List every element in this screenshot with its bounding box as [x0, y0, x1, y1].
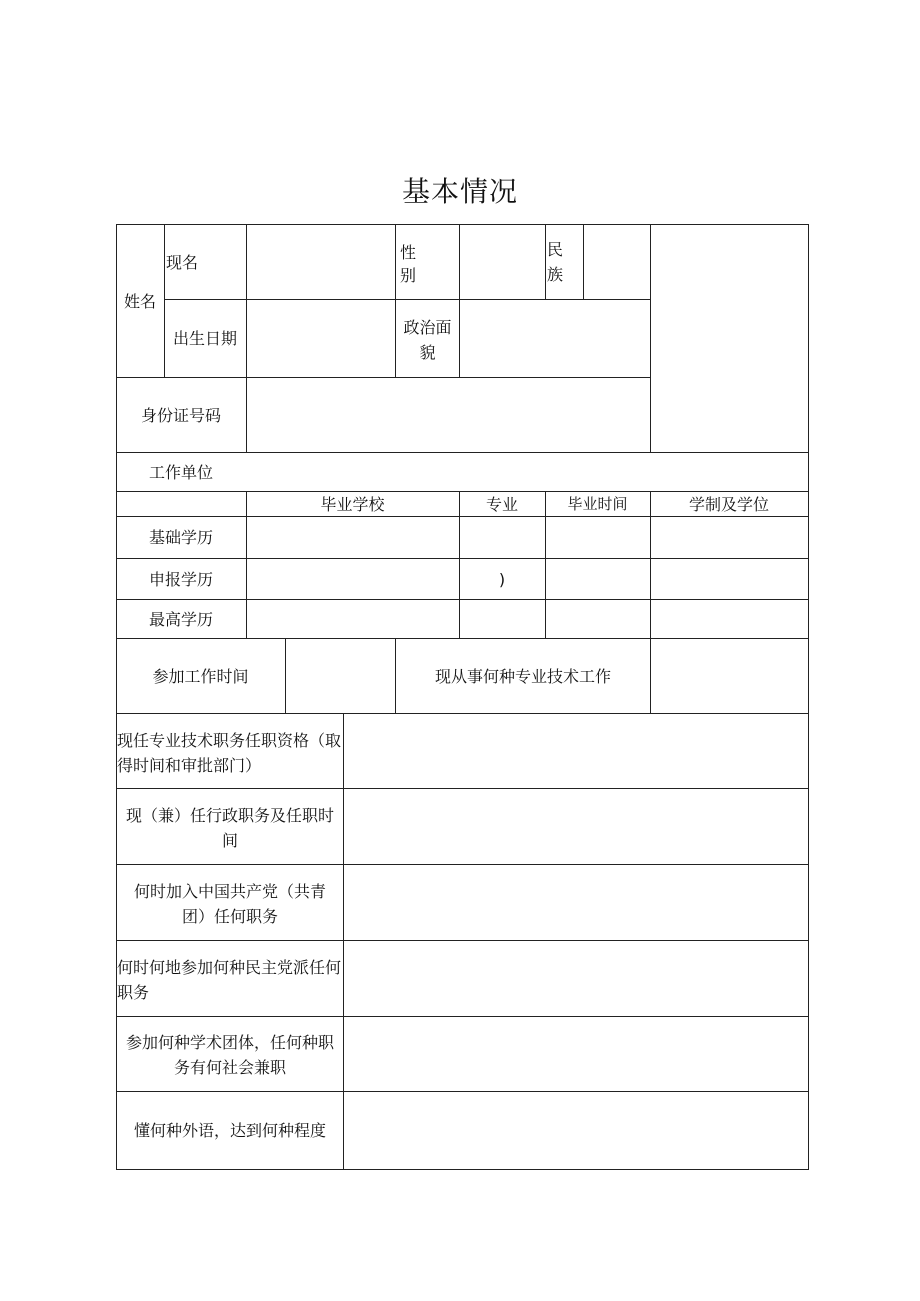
header-school: 毕业学校 — [320, 494, 385, 514]
label-administrative-position: 现（兼）任行政职务及任职时间 — [125, 806, 334, 850]
row-applied-education: 申报学历 — [148, 569, 213, 589]
label-work-unit: 工作单位 — [148, 462, 213, 482]
label-party-membership: 何时加入中国共产党（共青团）任何职务 — [133, 882, 326, 926]
field-professional-work[interactable] — [651, 639, 808, 713]
label-id-number: 身份证号码 — [140, 405, 221, 425]
header-grad-time: 毕业时间 — [567, 494, 628, 513]
field-birth-date[interactable] — [247, 300, 395, 377]
label-professional-qualification: 现任专业技术职务任职资格（取得时间和审批部门） — [117, 731, 342, 775]
field-foreign-language[interactable] — [344, 1092, 808, 1169]
field-current-name[interactable] — [247, 225, 395, 299]
label-gender: 性别 — [400, 243, 417, 285]
label-work-start-time: 参加工作时间 — [152, 666, 249, 686]
applied-major-mark: ) — [498, 569, 506, 589]
label-current-name: 现名 — [166, 252, 199, 272]
field-ethnicity[interactable] — [584, 225, 650, 299]
field-highest-school[interactable] — [247, 600, 459, 638]
label-current-professional-work: 现从事何种专业技术工作 — [434, 666, 611, 686]
label-political-status: 政治面貌 — [403, 318, 452, 362]
label-birth-date: 出生日期 — [172, 329, 237, 348]
header-system-degree: 学制及学位 — [688, 494, 769, 514]
row-highest-education: 最高学历 — [148, 609, 213, 629]
row-basic-education: 基础学历 — [148, 528, 213, 547]
field-work-unit[interactable] — [247, 453, 808, 491]
label-foreign-language: 懂何种外语，达到何种程度 — [133, 1121, 326, 1140]
label-academic-groups: 参加何种学术团体，任何种职务有何社会兼职 — [125, 1033, 334, 1077]
field-democratic-party[interactable] — [344, 941, 808, 1016]
photo-area[interactable] — [651, 225, 808, 452]
label-ethnicity: 民族 — [547, 240, 564, 284]
field-professional-qualification[interactable] — [344, 714, 808, 788]
field-basic-school[interactable] — [247, 517, 459, 558]
label-democratic-party: 何时何地参加何种民主党派任何职务 — [117, 958, 342, 1002]
field-administrative-position[interactable] — [344, 789, 808, 864]
label-name: 姓名 — [123, 291, 156, 311]
field-gender[interactable] — [460, 225, 545, 299]
header-major: 专业 — [485, 494, 518, 514]
field-id-number[interactable] — [247, 378, 650, 452]
field-party-membership[interactable] — [344, 865, 808, 940]
field-work-start-time[interactable] — [286, 639, 395, 713]
field-political-status[interactable] — [460, 300, 650, 377]
page-title: 基本情况 — [401, 175, 518, 208]
field-academic-groups[interactable] — [344, 1017, 808, 1091]
field-applied-school[interactable] — [247, 559, 459, 599]
